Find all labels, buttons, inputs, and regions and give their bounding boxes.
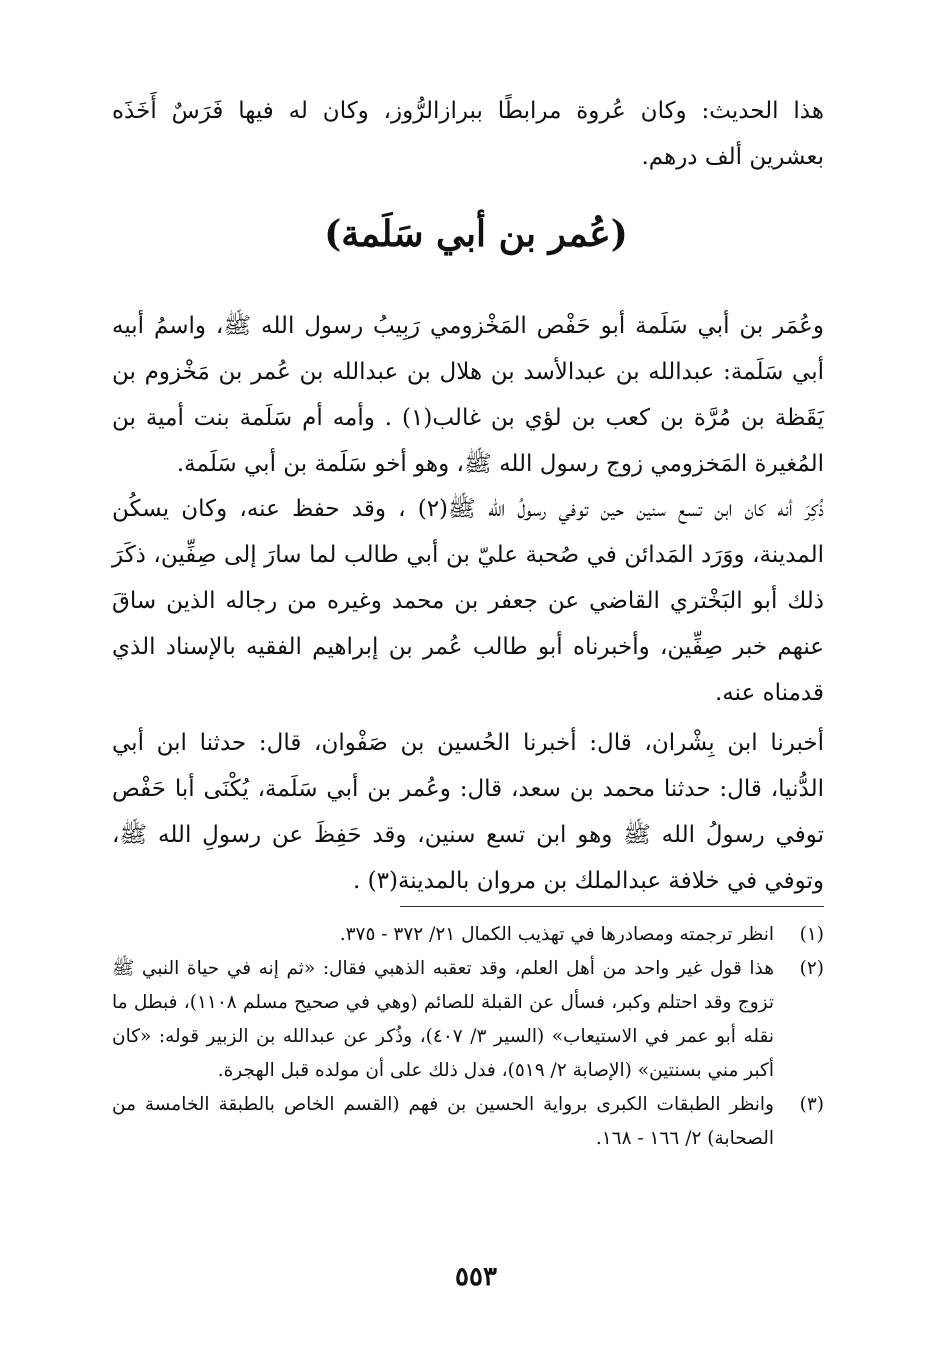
paragraph-2	[112, 486, 824, 716]
intro-text: هذا الحديث: وكان عُروة مرابطًا ببرازالرُّوز، وكان له فيها فَرَسٌ أَخَذَه بعشرين ألف درهم.	[112, 98, 824, 170]
footnote-number: (١)	[799, 924, 824, 945]
page-number: ٥٥٣	[455, 1262, 497, 1292]
footnote-text: وانظر الطبقات الكبرى برواية الحسين بن فهم (القسم الخاص بالطبقة الخامسة من الصحابة) ٢/ ١٦٦ - ١٦٨.	[112, 1094, 774, 1149]
intro-paragraph	[112, 88, 824, 180]
paragraph-1	[112, 303, 824, 487]
paragraph-3	[112, 720, 824, 904]
paragraph-text: وعُمَر بن أبي سَلَمة أبو حَفْص المَخْزومي رَبِيبُ رسول الله ﷺ، واسمُ أبيه أبي سَلَمة: عبدالله بن عبدالأسد بن هلال بن عبدالله بن عُمر بن مَخْزوم بن يَقَظة بن مُرَّة بن كعب بن لؤي بن غالب(١) . وأمه أم سَلَمة بنت أمية بن المُغيرة المَخزومي زوج رسول الله ﷺ، وهو أخو سَلَمة بن أبي سَلَمة.	[112, 313, 824, 477]
paragraph-text: ذُكِرَ أنه كان ابن تسع سنين حين توفي رسولُ الله ﷺ(٢) ، وقد حفظ عنه، وكان يسكُن المدينة، ووَرَد المَدائن في صُحبة عليّ بن أبي طالب لما سارَ إلى صِفِّين، ذكَرَ ذلك أبو البَخْتري القاضي عن جعفر بن محمد وغيره من رجاله الذين ساقَ عنهم خبر صِفِّين، وأخبرناه أبو طالب عُمر بن إبراهيم الفقيه بالإسناد الذي قدمناه عنه.	[112, 496, 824, 706]
footnote-number: (٣)	[799, 1094, 824, 1115]
footnote-number: (٢)	[799, 958, 824, 979]
footnote-text: انظر ترجمته ومصادرها في تهذيب الكمال ٢١/ ٣٧٢ - ٣٧٥.	[339, 924, 774, 945]
footnotes	[112, 918, 824, 1156]
footnote-3	[112, 1088, 824, 1156]
footnote-divider	[400, 906, 824, 907]
footnote-1	[112, 918, 824, 952]
section-title: (عُمر بن أبي سَلَمة)	[324, 213, 628, 255]
footnote-2	[112, 952, 824, 1088]
paragraph-text: أخبرنا ابن بِشْران، قال: أخبرنا الحُسين بن صَفْوان، قال: حدثنا ابن أبي الدُّنيا، قال: حدثنا محمد بن سعد، قال: وعُمر بن أبي سَلَمة، يُكْنَى أبا حَفْص توفي رسولُ الله ﷺ وهو ابن تسع سنين، وقد حَفِظَ عن رسولِ الله ﷺ، وتوفي في خلافة عبدالملك بن مروان بالمدينة(٣) .	[112, 730, 824, 894]
footnote-text: هذا قول غير واحد من أهل العلم، وقد تعقبه الذهبي فقال: «ثم إنه في حياة النبي ﷺ تزوج وقد احتلم وكبر، فسأل عن القبلة للصائم (وهي في صحيح مسلم ١١٠٨)، فبطل ما نقله أبو عمر في الاستيعاب» (السير ٣/ ٤٠٧)، وذُكر عن عبدالله بن الزبير قوله: «كان أكبر مني بسنتين» (الإصابة ٢/ ٥١٩)، فدل ذلك على أن مولده قبل الهجرة.	[112, 958, 775, 1081]
